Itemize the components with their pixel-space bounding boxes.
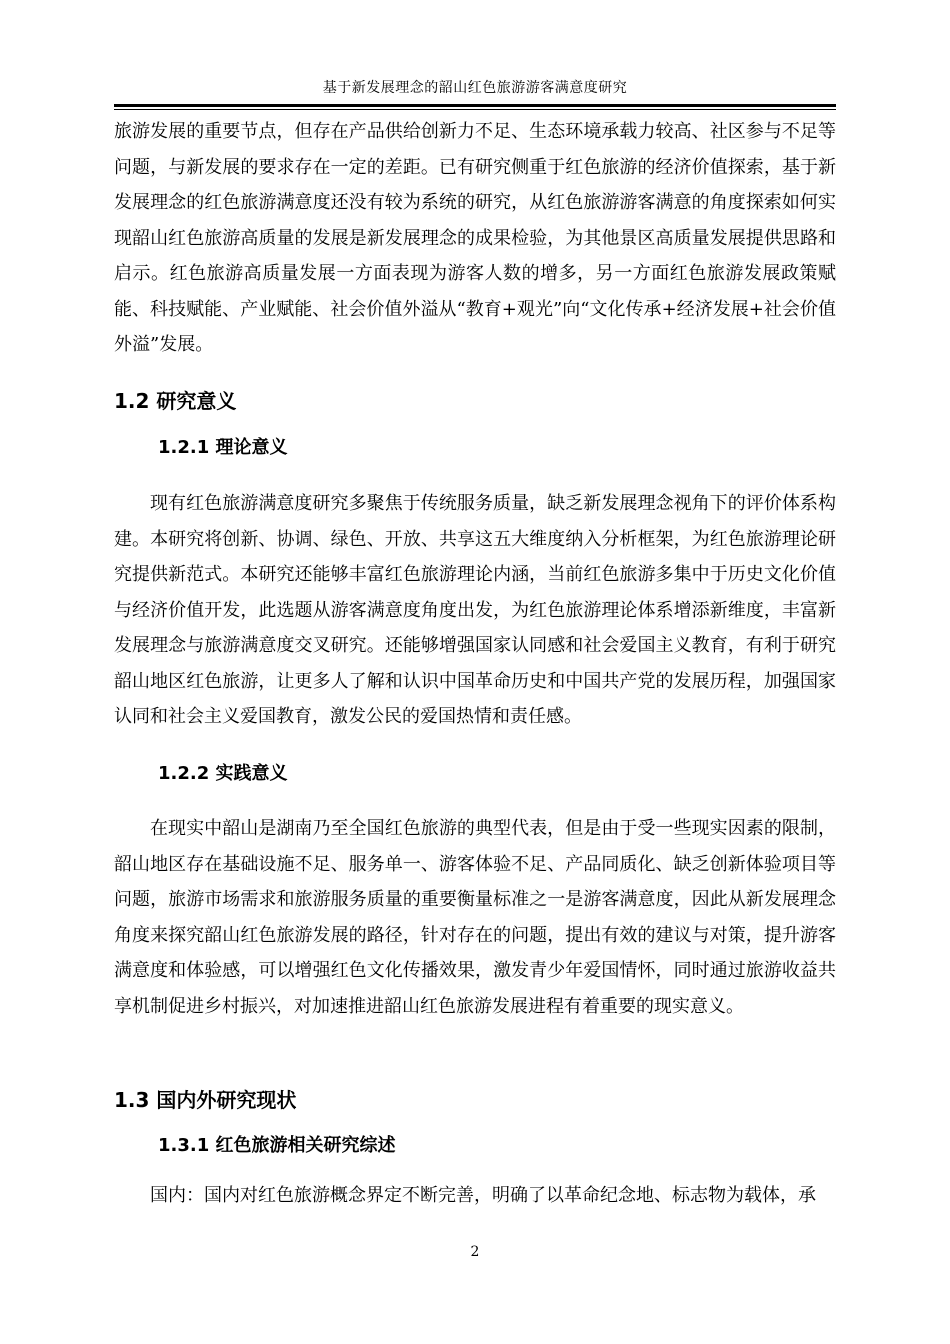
- section-1-2-1-paragraph: 现有红色旅游满意度研究多聚焦于传统服务质量，缺乏新发展理念视角下的评价体系构建。本研究将创新、协调、绿色、开放、共享这五大维度纳入分析框架，为红色旅游理论研究提供新范式。本研究还能够丰富红色旅游理论内涵，当前红色旅游多集中于历史文化价值与经济价值开发，此选题从游客满意度角度出发，为红色旅游理论体系增添新维度，丰富新发展理念与旅游满意度交叉研究。还能够增强国家认同感和社会爱国主义教育，有利于研究韶山地区红色旅游，让更多人了解和认识中国革命历史和中国共产党的发展历程，加强国家认同和社会主义爱国教育，激发公民的爱国热情和责任感。: [114, 493, 836, 727]
- page-number: 2: [470, 1244, 480, 1260]
- header-rule-thin: [114, 109, 836, 110]
- section-1-3-heading: 1.3 国内外研究现状: [114, 1088, 297, 1112]
- section-1-2-2-paragraph: 在现实中韶山是湖南乃至全国红色旅游的典型代表，但是由于受一些现实因素的限制，韶山地区存在基础设施不足、服务单一、游客体验不足、产品同质化、缺乏创新体验项目等问题，旅游市场需求和旅游服务质量的重要衡量标准之一是游客满意度，因此从新发展理念角度来探究韶山红色旅游发展的路径，针对存在的问题，提出有效的建议与对策，提升游客满意度和体验感，可以增强红色文化传播效果，激发青少年爱国情怀，同时通过旅游收益共享机制促进乡村振兴，对加速推进韶山红色旅游发展进程有着重要的现实意义。: [114, 818, 836, 1017]
- intro-paragraph: 旅游发展的重要节点，但存在产品供给创新力不足、生态环境承载力较高、社区参与不足等问题，与新发展的要求存在一定的差距。已有研究侧重于红色旅游的经济价值探索，基于新发展理念的红色旅游满意度还没有较为系统的研究，从红色旅游游客满意的角度探索如何实现韶山红色旅游高质量的发展是新发展理念的成果检验，为其他景区高质量发展提供思路和启示。红色旅游高质量发展一方面表现为游客人数的增多，另一方面红色旅游发展政策赋能、科技赋能、产业赋能、社会价值外溢从“教育+观光”向“文化传承+经济发展+社会价值外溢”发展。: [114, 121, 836, 355]
- section-1-3-1-heading: 1.3.1 红色旅游相关研究综述: [158, 1135, 396, 1156]
- section-1-2-2-heading: 1.2.2 实践意义: [158, 763, 288, 784]
- section-1-2-heading: 1.2 研究意义: [114, 389, 237, 413]
- header-rule-thick: [114, 104, 836, 107]
- header-title: 基于新发展理念的韶山红色旅游游客满意度研究: [322, 80, 628, 96]
- section-1-3-1-paragraph: 国内：国内对红色旅游概念界定不断完善，明确了以革命纪念地、标志物为载体，承: [150, 1185, 816, 1206]
- section-1-2-1-heading: 1.2.1 理论意义: [158, 437, 288, 458]
